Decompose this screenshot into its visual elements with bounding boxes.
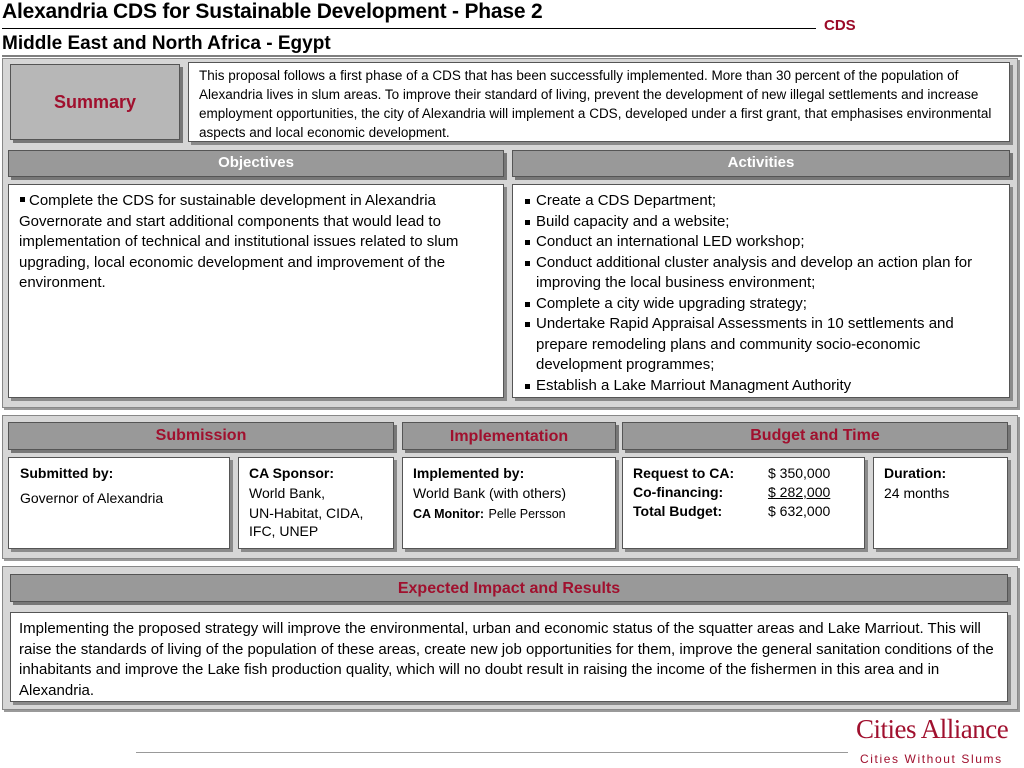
activities-box (512, 184, 1010, 398)
implementation-heading: Implementation (449, 428, 569, 445)
budget-header (622, 422, 1008, 450)
sponsor-label: CA Sponsor: (249, 465, 335, 481)
budget-heading: Budget and Time (750, 427, 880, 444)
activity-item: Conduct an international LED workshop; (523, 232, 997, 253)
activity-item: Build capacity and a website; (523, 212, 997, 233)
submitted-by-box (8, 457, 230, 549)
submission-heading: Submission (155, 427, 247, 444)
duration-label: Duration: (884, 465, 947, 481)
page-subtitle: Middle East and North Africa - Egypt (2, 33, 331, 54)
request-label: Request to CA: (633, 465, 735, 481)
objectives-text-block (19, 191, 493, 294)
footer-divider (136, 752, 848, 753)
bullet-icon (20, 197, 25, 202)
objectives-box (8, 184, 504, 398)
objectives-heading: Objectives (218, 154, 294, 171)
activity-item: Complete a city wide upgrading strategy; (523, 294, 997, 315)
total-value: $ 632,000 (768, 503, 831, 519)
summary-box (188, 62, 1010, 142)
title-divider (2, 28, 816, 29)
activity-item: Create a CDS Department; (523, 191, 997, 212)
cities-alliance-logo (856, 714, 1008, 768)
sponsor-box (238, 457, 394, 549)
cofinancing-value: $ 282,000 (768, 484, 831, 500)
monitor-row (413, 505, 605, 523)
impact-box (10, 612, 1008, 702)
implementation-header (402, 422, 616, 450)
budget-grid (633, 464, 854, 521)
submitted-by-value: Governor of Alexandria (20, 490, 164, 506)
cds-tag: CDS (824, 17, 856, 34)
total-label: Total Budget: (633, 503, 723, 519)
implementation-box (402, 457, 616, 549)
activities-header (512, 150, 1010, 177)
budget-box (622, 457, 865, 549)
activity-item: Conduct additional cluster analysis and develop an action plan for improving the local business environment; (523, 253, 997, 294)
impact-heading: Expected Impact and Results (397, 580, 621, 597)
sponsor-line-2: UN-Habitat, CIDA, IFC, UNEP (249, 505, 364, 539)
objectives-text: Complete the CDS for sustainable development in Alexandria Governorate and start additional components that would lead to implementation of technical and institutional issues related to slum upgrading, local economic development and improvement of the environment. (19, 192, 459, 291)
sponsor-line-1: World Bank, (249, 485, 325, 501)
summary-text: This proposal follows a first phase of a CDS that has been successfully implemented. More than 30 percent of the population of Alexandria lives in slum areas. To improve their standard of living, prevent the development of new illegal settlements and increase employment opportunities, the city of Alexandria will implement a CDS, developed under a first grant, that emphasises environmental aspects and local economic development. (199, 68, 992, 140)
header-divider (2, 55, 1022, 57)
monitor-label: CA Monitor: (413, 507, 485, 521)
monitor-value: Pelle Persson (488, 507, 566, 521)
page-title: Alexandria CDS for Sustainable Development - Phase 2 (2, 0, 543, 23)
logo-name: Cities Alliance (856, 714, 1009, 744)
activity-item: Undertake Rapid Appraisal Assessments in 10 settlements and prepare remodeling plans and community socio-economic development programmes; (523, 314, 997, 376)
implemented-by-label: Implemented by: (413, 465, 525, 481)
activities-list (523, 191, 997, 396)
implemented-by-value: World Bank (with others) (413, 485, 567, 501)
submitted-by-label: Submitted by: (20, 465, 114, 481)
request-value: $ 350,000 (768, 465, 831, 481)
cofinancing-label: Co-financing: (633, 484, 724, 500)
submission-header (8, 422, 394, 450)
duration-box (873, 457, 1008, 549)
summary-label: Summary (10, 64, 180, 140)
duration-value: 24 months (884, 485, 950, 501)
activities-heading: Activities (727, 154, 795, 171)
impact-header (10, 574, 1008, 602)
activity-item: Establish a Lake Marriout Managment Authority (523, 376, 997, 397)
objectives-header (8, 150, 504, 177)
logo-tagline: Cities Without Slums (860, 752, 1003, 766)
impact-text: Implementing the proposed strategy will improve the environmental, urban and economic status of the squatter areas and Lake Marriout. This will raise the standards of living of the population of these areas, create new job opportunities for them, improve the general sanitation conditions of the inhabitants and improve the Lake fish production quality, which will no doubt result in raising the income of the fishermen in this area and in Alexandria. (19, 620, 994, 699)
